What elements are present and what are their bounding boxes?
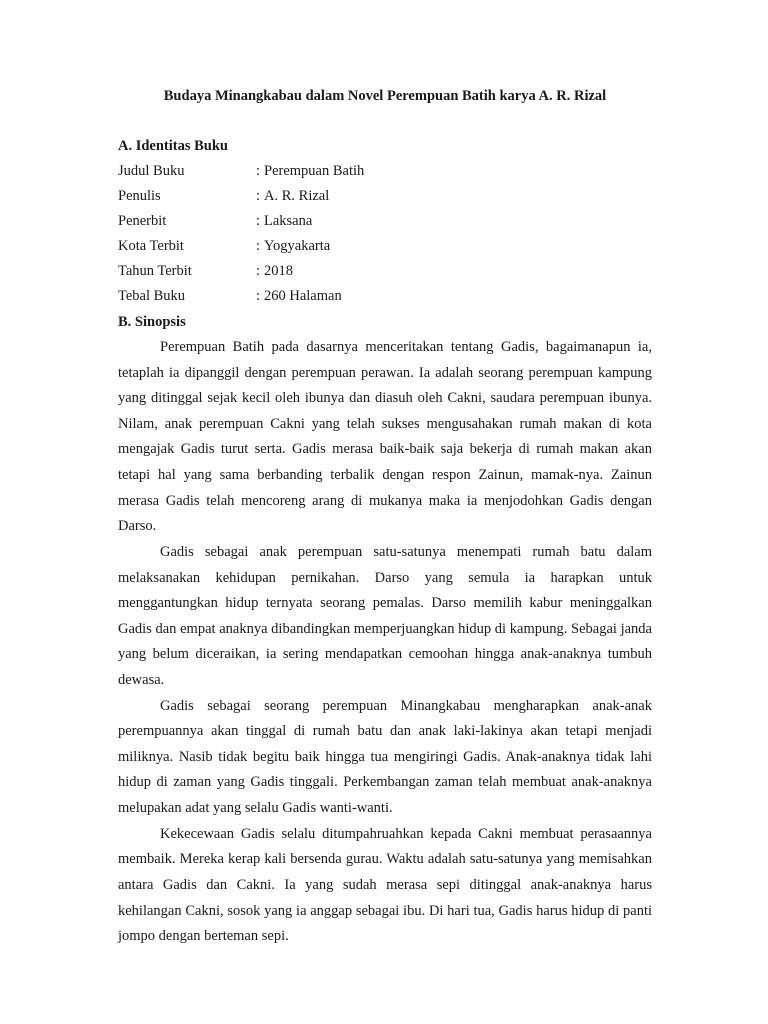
synopsis-body bbox=[118, 335, 652, 950]
identity-label: Kota Terbit bbox=[118, 238, 184, 254]
identity-row bbox=[118, 234, 652, 259]
identity-row bbox=[118, 184, 652, 209]
identity-value: Yogyakarta bbox=[264, 238, 331, 254]
book-identity-list bbox=[118, 159, 652, 309]
identity-value: 2018 bbox=[264, 263, 293, 279]
synopsis-paragraph: Gadis sebagai anak perempuan satu-satunya menempati rumah batu dalam melaksanakan kehidupan pernikahan. Darso yang semula ia harapkan untuk menggantungkan hidup ternyata seorang pemalas. Darso memilih kabur meninggalkan Gadis dan empat anaknya dibandingkan memperjuangkan hidup di kampung. Sebagai janda yang belum diceraikan, ia sering mendapatkan cemoohan hingga anak-anaknya tumbuh dewasa. bbox=[118, 543, 652, 688]
identity-colon: : bbox=[256, 238, 261, 254]
identity-colon: : bbox=[256, 263, 261, 279]
synopsis-paragraph: Kekecewaan Gadis selalu ditumpahruahkan kepada Cakni membuat perasaannya membaik. Mereka kerap kali bersenda gurau. Waktu adalah satu-satunya yang memisahkan antara Gadis dan Cakni. Ia yang sudah merasa sepi ditinggal anak-anaknya harus kehilangan Cakni, sosok yang ia anggap sebagai ibu. Di hari tua, Gadis harus hidup di panti jompo dengan berteman sepi. bbox=[118, 825, 652, 945]
identity-row bbox=[118, 259, 652, 284]
identity-row bbox=[118, 209, 652, 234]
identity-value: Laksana bbox=[264, 213, 313, 229]
synopsis-paragraph: Gadis sebagai seorang perempuan Minangkabau mengharapkan anak-anak perempuannya akan tinggal di rumah batu dan anak laki-lakinya akan tetapi menjadi miliknya. Nasib tidak begitu baik hingga tua mengiringi Gadis. Anak-anaknya tidak lahi hidup di zaman yang Gadis tinggali. Perkembangan zaman telah membuat anak-anaknya melupakan adat yang selalu Gadis wanti-wanti. bbox=[118, 697, 652, 817]
identity-label: Penerbit bbox=[118, 213, 167, 229]
identity-value: Perempuan Batih bbox=[264, 163, 365, 179]
identity-label: Judul Buku bbox=[118, 163, 185, 179]
identity-label: Tahun Terbit bbox=[118, 263, 192, 279]
identity-row bbox=[118, 159, 652, 184]
document-title: Budaya Minangkabau dalam Novel Perempuan Batih karya A. R. Rizal bbox=[163, 88, 607, 104]
identity-value: 260 Halaman bbox=[264, 288, 342, 304]
identity-row bbox=[118, 284, 652, 309]
identity-colon: : bbox=[256, 288, 261, 304]
identity-colon: : bbox=[256, 163, 261, 179]
identity-colon: : bbox=[256, 188, 261, 204]
identity-value: A. R. Rizal bbox=[264, 188, 330, 204]
identity-label: Penulis bbox=[118, 188, 161, 204]
section-b-heading: B. Sinopsis bbox=[118, 314, 186, 330]
synopsis-paragraph: Perempuan Batih pada dasarnya menceritakan tentang Gadis, bagaimanapun ia, tetaplah ia dipanggil dengan perempuan perawan. Ia adalah seorang perempuan kampung yang ditinggal sejak kecil oleh ibunya dan diasuh oleh Cakni, saudara perempuan ibunya. Nilam, anak perempuan Cakni yang telah sukses mengusahakan rumah makan di kota mengajak Gadis turut serta. Gadis merasa baik-baik saja bekerja di rumah makan akan tetapi hal yang sama berbanding terbalik dengan respon Zainun, mamak-nya. Zainun merasa Gadis telah mencoreng arang di mukanya maka ia menjodohkan Gadis dengan Darso. bbox=[118, 339, 652, 535]
identity-label: Tebal Buku bbox=[118, 288, 186, 304]
identity-colon: : bbox=[256, 213, 261, 229]
section-a-heading: A. Identitas Buku bbox=[118, 138, 228, 154]
